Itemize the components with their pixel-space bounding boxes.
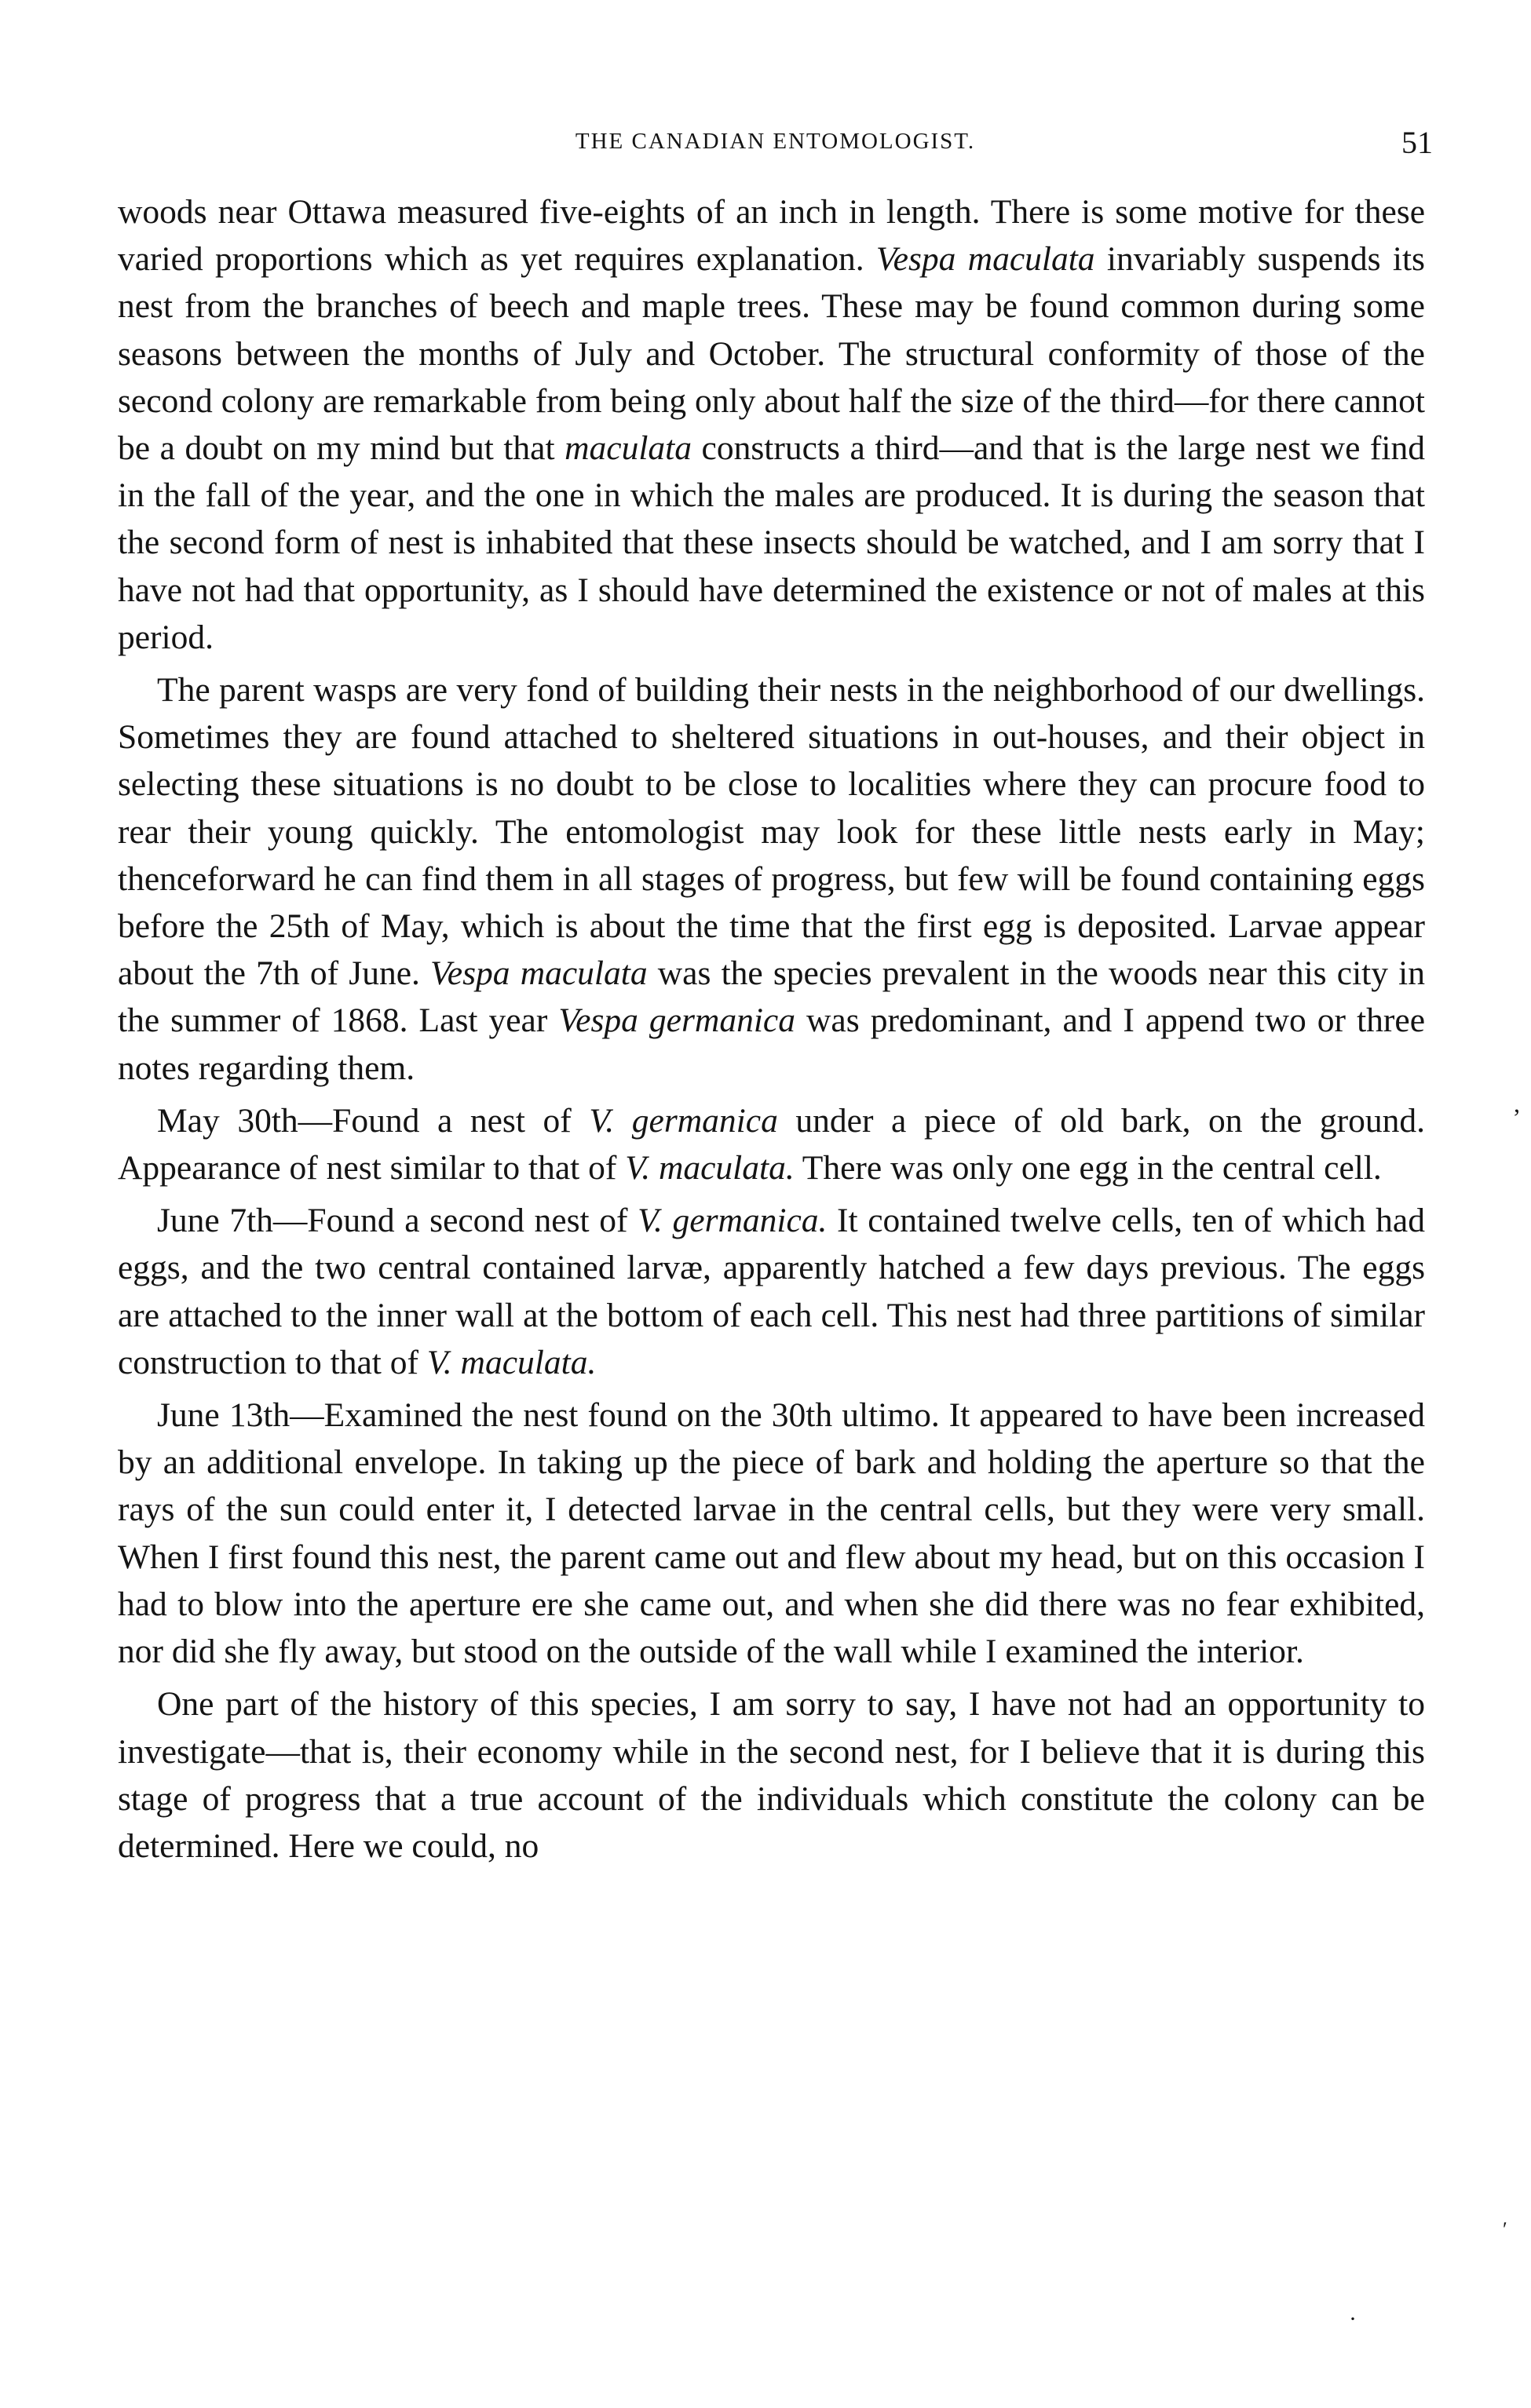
text-run: was the species prevalent in the woods near this city in the summer of 1868. Last year xyxy=(118,954,1425,1040)
text-run: woods near Ottawa measured five-eights of an inch in length. There is some motive for these varied proportions which as yet requires explanation. xyxy=(118,193,1425,279)
italic-species-name: V. germanica xyxy=(589,1101,778,1140)
text-run: invariably suspends its nest from the branches of beech and maple trees. These may be found common during some seasons between the months of July and October. The structural conformity of those of the second colony are remarkable from being only about half the size of the third—for there cannot be a doubt on my mind but that xyxy=(118,240,1425,468)
text-run: under a piece of old bark, on the ground. Appearance of nest similar to that of xyxy=(118,1101,1425,1188)
paragraph xyxy=(118,1197,1425,1386)
stray-comma-mark: , xyxy=(1514,1089,1520,1118)
text-run: constructs a third—and that is the large nest we find in the fall of the year, and the one in which the males are produced. It is during the season that the second form of nest is inhabited that these insects should be watched, and I am sorry that I have not had that opportunity, as I should have determined the existence or not of males at this period. xyxy=(118,429,1425,656)
italic-species-name: V. germanica. xyxy=(638,1202,828,1240)
italic-species-name: V. maculata. xyxy=(426,1343,597,1381)
page-header xyxy=(118,124,1433,163)
stray-right-mark: ′ xyxy=(1503,2218,1507,2241)
italic-species-name: Vespa maculata xyxy=(430,954,648,993)
text-run: There was only one egg in the central cell. xyxy=(794,1149,1382,1188)
stray-bottom-mark: · xyxy=(1349,2306,1357,2332)
paragraph xyxy=(118,1097,1425,1191)
italic-species-name: maculata xyxy=(565,429,692,468)
text-run: was predominant, and I append two or three notes regarding them. xyxy=(118,1002,1426,1087)
paragraph xyxy=(118,1680,1425,1870)
text-run: It contained twelve cells, ten of which had eggs, and the two central contained larvæ, apparently hatched a few days previous. The eggs are attached to the inner wall at the bottom of each cell. This nest had three partitions of similar construction to that of xyxy=(118,1202,1425,1381)
running-head: THE CANADIAN ENTOMOLOGIST. xyxy=(575,129,976,154)
paragraph xyxy=(118,1392,1425,1675)
text-run: June 7th—Found a second nest of xyxy=(157,1202,638,1240)
text-run: May 30th—Found a nest of xyxy=(157,1101,590,1140)
paragraph xyxy=(118,666,1425,1092)
paragraph xyxy=(118,188,1425,661)
text-run: The parent wasps are very fond of building their nests in the neighborhood of our dwellings. Sometimes they are found attached to sheltered situations in out-houses, and their object in selecting these situations is no doubt to be close to localities where they can procure food to rear their young quickly. The entomologist may look for these little nests early in May; thenceforward he can find them in all stages of progress, but few will be found containing eggs before the 25th of May, which is about the time that the first egg is deposited. Larvae appear about the 7th of June. xyxy=(118,671,1425,993)
body-text xyxy=(118,188,1425,1870)
text-run: One part of the history of this species, I am sorry to say, I have not had an opportunity to investigate—that is, their economy while in the second nest, for I believe that it is during this stage of progress that a true account of the individuals which constitute the colony can be determined. Here we could, no xyxy=(118,1685,1425,1865)
text-run: June 13th—Examined the nest found on the 30th ultimo. It appeared to have been increased by an additional envelope. In taking up the piece of bark and holding the aperture so that the rays of the sun could enter it, I detected larvae in the central cells, but they were very small. When I first found this nest, the parent came out and flew about my head, but on this occasion I had to blow into the aperture ere she came out, and when she did there was no fear exhibited, nor did she fly away, but stood on the outside of the wall while I examined the interior. xyxy=(118,1396,1425,1671)
page-number: 51 xyxy=(1401,125,1433,160)
italic-species-name: V. maculata. xyxy=(625,1149,795,1188)
italic-species-name: Vespa maculata xyxy=(875,240,1095,279)
italic-species-name: Vespa germanica xyxy=(558,1002,795,1040)
